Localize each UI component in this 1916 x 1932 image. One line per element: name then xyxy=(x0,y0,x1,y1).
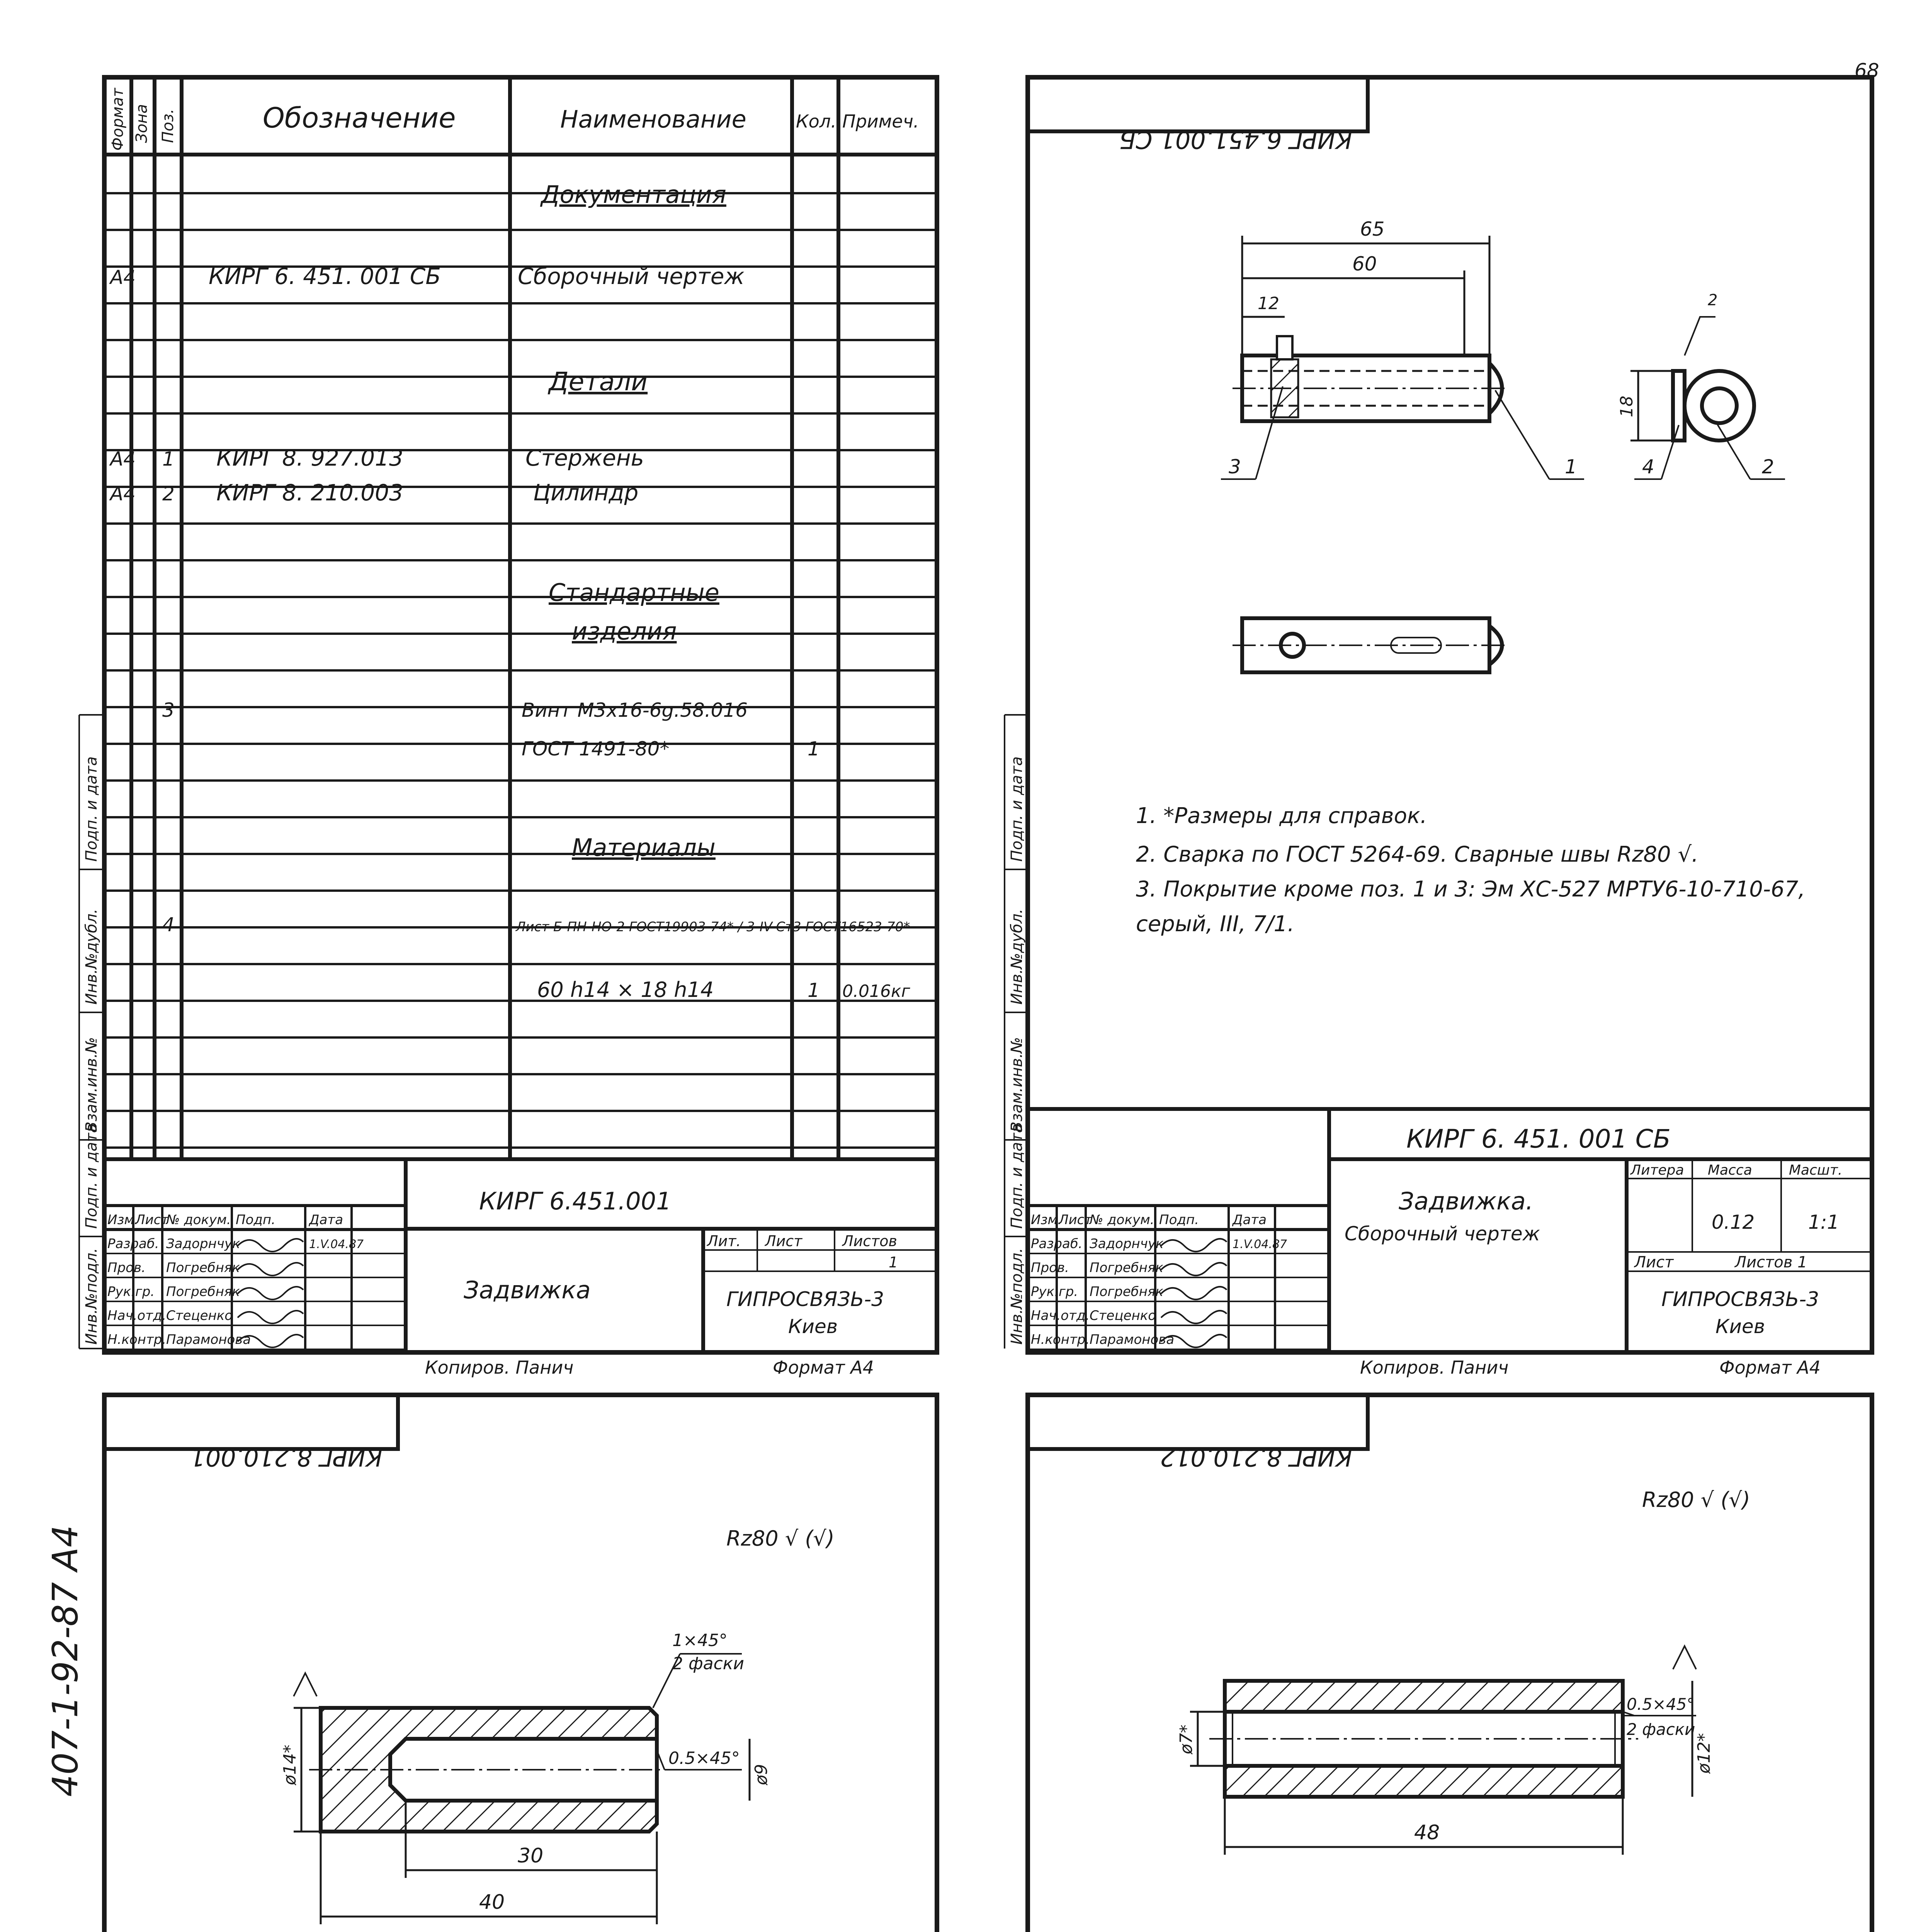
assembly-top-view xyxy=(1233,618,1507,672)
assembly-dim-offset: 12 xyxy=(1258,294,1279,313)
signature-icon xyxy=(1161,1263,1227,1276)
cylinder-inner-chamfer: 0.5×45° xyxy=(1627,1695,1695,1714)
assembly-note: 3. Покрытие кроме поз. 1 и 3: Эм ХС-527 МРТУ6-10-710-67, xyxy=(1136,877,1805,902)
sheet-cylinder xyxy=(1005,1395,1872,1932)
vertical-stamp-label: Подп. и дата xyxy=(1008,756,1026,862)
vertical-stamp-label: Инв.№дубл. xyxy=(83,908,100,1005)
cup-chamfer-count: 2 фаски xyxy=(672,1654,744,1673)
cup-bore-length: 30 xyxy=(518,1844,544,1867)
spec-format: А4 xyxy=(110,266,136,289)
cup-length: 40 xyxy=(479,1891,505,1914)
assembly-callout-3: 3 xyxy=(1229,456,1241,478)
spec-stamp-title: Задвижка xyxy=(464,1276,591,1304)
vertical-stamp-label: Взам.инв.№ xyxy=(1008,1037,1026,1132)
cup-inner-chamfer: 0.5×45° xyxy=(668,1748,740,1768)
cylinder-length: 48 xyxy=(1414,1821,1440,1844)
staff-header: Лист xyxy=(135,1212,169,1228)
header-qty: Кол. xyxy=(796,111,836,132)
spec-title-block xyxy=(104,1159,937,1352)
cylinder-inner-diameter: ø7* xyxy=(1176,1725,1196,1754)
spec-pos: 1 xyxy=(162,448,175,470)
staff-header: Подп. xyxy=(236,1212,275,1228)
staff-role: Н.контр. xyxy=(107,1332,167,1347)
staff-date: 1.V.04.87 xyxy=(1233,1238,1287,1251)
spec-name: 60 h14 × 18 h14 xyxy=(537,978,714,1002)
staff-name: Задорнчук xyxy=(166,1236,240,1252)
cup-roughness: Rz80 √ (√) xyxy=(726,1526,835,1551)
spec-pos: 4 xyxy=(162,913,175,936)
spec-name: Лист Б-ПН-НО-2 ГОСТ19903-74* / 3-IV-Ст3 ГОСТ16523-70* xyxy=(516,919,910,935)
signature-icon xyxy=(238,1311,303,1323)
signature-icon xyxy=(238,1263,303,1276)
side-code: 407-1-92-87 A4 xyxy=(45,1525,86,1797)
staff-date: 1.V.04.87 xyxy=(309,1238,364,1251)
assembly-callout-2: 2 xyxy=(1762,456,1774,478)
signature-icon xyxy=(1161,1287,1227,1299)
assembly-mirrored-code: КИРГ 6.451.001 СБ xyxy=(1119,126,1352,154)
signature-icon xyxy=(1161,1311,1227,1323)
spec-staff-block xyxy=(104,1206,406,1349)
vertical-stamp-label: Взам.инв.№ xyxy=(83,1037,100,1132)
assembly-stamp-title: Задвижка. xyxy=(1399,1187,1533,1215)
cylinder-mirrored-code: КИРГ 8.210.012 xyxy=(1160,1443,1352,1471)
spec-name: Сборочный чертеж xyxy=(518,263,745,289)
signature-icon xyxy=(238,1239,303,1252)
spec-designation: КИРГ 8. 210.003 xyxy=(216,480,403,506)
staff-role: Пров. xyxy=(1031,1260,1069,1276)
staff-role: Нач.отд. xyxy=(107,1308,167,1323)
signature-icon xyxy=(238,1287,303,1299)
assembly-staff-block xyxy=(1028,1206,1329,1349)
header-format: Формат xyxy=(109,88,127,151)
sheet-cup xyxy=(79,1395,937,1932)
assembly-front-view xyxy=(1221,218,1584,479)
staff-role: Рук.гр. xyxy=(107,1284,155,1299)
assembly-stamp-mass: 0.12 xyxy=(1712,1211,1755,1233)
assembly-stamp-org: ГИПРОСВЯЗЬ-3 xyxy=(1661,1288,1819,1311)
assembly-stamp-scale: 1:1 xyxy=(1808,1211,1839,1233)
assembly-stamp-sheets-label: Листов 1 xyxy=(1735,1253,1807,1271)
assembly-dim-diam: 18 xyxy=(1617,396,1637,417)
staff-header: Подп. xyxy=(1159,1212,1199,1228)
cup-mirrored-code: КИРГ 8.210.001 xyxy=(190,1443,383,1471)
header-pos: Поз. xyxy=(159,109,177,143)
staff-name: Задорнчук xyxy=(1090,1236,1164,1252)
staff-role: Разраб. xyxy=(107,1236,159,1252)
spec-name: Цилиндр xyxy=(533,480,639,506)
spec-heading-products: изделия xyxy=(572,617,677,645)
assembly-notes xyxy=(1136,803,1805,937)
assembly-dim-length: 60 xyxy=(1352,253,1377,275)
assembly-stamp-sheet-label: Лист xyxy=(1634,1253,1674,1271)
assembly-note: 1. *Размеры для справок. xyxy=(1136,803,1427,828)
staff-name: Парамонова xyxy=(1090,1332,1175,1347)
staff-name: Погребняк xyxy=(1090,1260,1163,1276)
staff-name: Стеценко xyxy=(166,1308,233,1323)
sheet-specification xyxy=(79,77,937,1378)
assembly-note: 2. Сварка по ГОСТ 5264-69. Сварные швы Rz80 √. xyxy=(1136,842,1698,867)
staff-header: Изм. xyxy=(107,1212,138,1228)
cylinder-chamfer-count: 2 фаски xyxy=(1627,1720,1695,1739)
staff-name: Погребняк xyxy=(166,1284,240,1299)
spec-name: Стержень xyxy=(525,445,644,471)
spec-stamp-code: КИРГ 6.451.001 xyxy=(479,1187,672,1215)
spec-heading-parts: Детали xyxy=(549,367,648,396)
staff-header: № докум. xyxy=(1090,1212,1154,1228)
staff-role: Разраб. xyxy=(1031,1236,1083,1252)
assembly-stamp-lit-label: Литера xyxy=(1630,1162,1684,1178)
assembly-dim-overall: 65 xyxy=(1360,218,1385,240)
staff-name: Погребняк xyxy=(1090,1284,1163,1299)
spec-format: А4 xyxy=(110,483,136,505)
copied-by: Копиров. Панич xyxy=(425,1357,574,1378)
spec-stamp-org: ГИПРОСВЯЗЬ-3 xyxy=(726,1288,884,1311)
assembly-note: серый, III, 7/1. xyxy=(1136,912,1295,937)
cup-section-view xyxy=(280,1631,771,1924)
staff-name: Парамонова xyxy=(166,1332,251,1347)
spec-qty: 1 xyxy=(808,979,820,1002)
assembly-callout-1: 1 xyxy=(1565,456,1577,478)
spec-qty: 1 xyxy=(808,738,820,760)
vertical-stamp-label: Инв.№дубл. xyxy=(1008,908,1026,1005)
spec-designation: КИРГ 6. 451. 001 СБ xyxy=(209,263,441,289)
spec-name: Винт М3х16-6g.58.016 xyxy=(522,699,748,721)
staff-header: № докум. xyxy=(166,1212,231,1228)
spec-pos: 2 xyxy=(162,483,175,505)
header-note: Примеч. xyxy=(842,111,919,132)
vertical-stamp-label: Подп. и дата xyxy=(83,756,100,862)
cylinder-section-view xyxy=(1176,1646,1714,1855)
page-number: 68 xyxy=(1855,60,1879,82)
vertical-stamp-label: Инв.№подл. xyxy=(83,1248,100,1345)
assembly-stamp-mass-label: Масса xyxy=(1708,1162,1752,1178)
staff-name: Стеценко xyxy=(1090,1308,1156,1323)
assembly-stamp-subtitle: Сборочный чертеж xyxy=(1345,1223,1540,1245)
spec-heading-materials: Материалы xyxy=(572,833,716,862)
spec-designation: КИРГ 8. 927.013 xyxy=(216,445,403,471)
spec-note: 0.016кг xyxy=(842,981,910,1001)
spec-row-grid xyxy=(104,193,937,1148)
spec-pos: 3 xyxy=(162,699,175,721)
staff-role: Нач.отд. xyxy=(1031,1308,1090,1323)
staff-role: Пров. xyxy=(107,1260,146,1276)
staff-header: Дата xyxy=(1233,1212,1267,1228)
spec-stamp-city: Киев xyxy=(788,1315,838,1338)
staff-header: Дата xyxy=(309,1212,343,1228)
cup-outer-diameter: ø14* xyxy=(280,1745,300,1785)
staff-role: Н.контр. xyxy=(1031,1332,1090,1347)
spec-stamp-lit-label: Лит. xyxy=(707,1233,741,1250)
spec-stamp-sheets-label: Листов xyxy=(842,1233,897,1250)
header-zone: Зона xyxy=(133,104,151,143)
staff-header: Лист xyxy=(1059,1212,1092,1228)
assembly-stamp-city: Киев xyxy=(1715,1315,1765,1338)
spec-format: А4 xyxy=(110,448,136,470)
header-designation: Обозначение xyxy=(263,102,456,134)
vertical-stamp-label: Подп. и дата xyxy=(83,1123,100,1229)
assembly-weld-symbol: 2 xyxy=(1708,291,1718,309)
vertical-stamp-label: Подп. и дата xyxy=(1008,1123,1026,1229)
spec-stamp-sheets-value: 1 xyxy=(889,1254,898,1271)
cylinder-roughness: Rz80 √ (√) xyxy=(1642,1488,1750,1512)
signature-icon xyxy=(1161,1239,1227,1252)
assembly-stamp-scale-label: Масшт. xyxy=(1789,1162,1843,1178)
spec-heading-standard: Стандартные xyxy=(549,578,719,607)
assembly-side-view xyxy=(1617,291,1785,479)
sheet-assembly xyxy=(1005,77,1872,1378)
staff-header: Изм. xyxy=(1031,1212,1062,1228)
format-label: Формат А4 xyxy=(773,1357,874,1378)
cup-chamfer: 1×45° xyxy=(672,1631,728,1650)
staff-name: Погребняк xyxy=(166,1260,240,1276)
cylinder-outer-diameter: ø12* xyxy=(1694,1733,1714,1774)
copied-by: Копиров. Панич xyxy=(1360,1357,1509,1378)
cup-inner-diameter: ø9 xyxy=(751,1764,771,1785)
header-name: Наименование xyxy=(560,105,746,133)
spec-heading-docs: Документация xyxy=(541,180,726,209)
assembly-stamp-code: КИРГ 6. 451. 001 СБ xyxy=(1406,1124,1671,1154)
assembly-callout-4: 4 xyxy=(1642,456,1654,478)
vertical-stamp-label: Инв.№подл. xyxy=(1008,1248,1026,1345)
spec-name: ГОСТ 1491-80* xyxy=(522,738,670,760)
format-label: Формат А4 xyxy=(1719,1357,1821,1378)
spec-stamp-sheet-label: Лист xyxy=(765,1233,802,1250)
staff-role: Рук.гр. xyxy=(1031,1284,1078,1299)
